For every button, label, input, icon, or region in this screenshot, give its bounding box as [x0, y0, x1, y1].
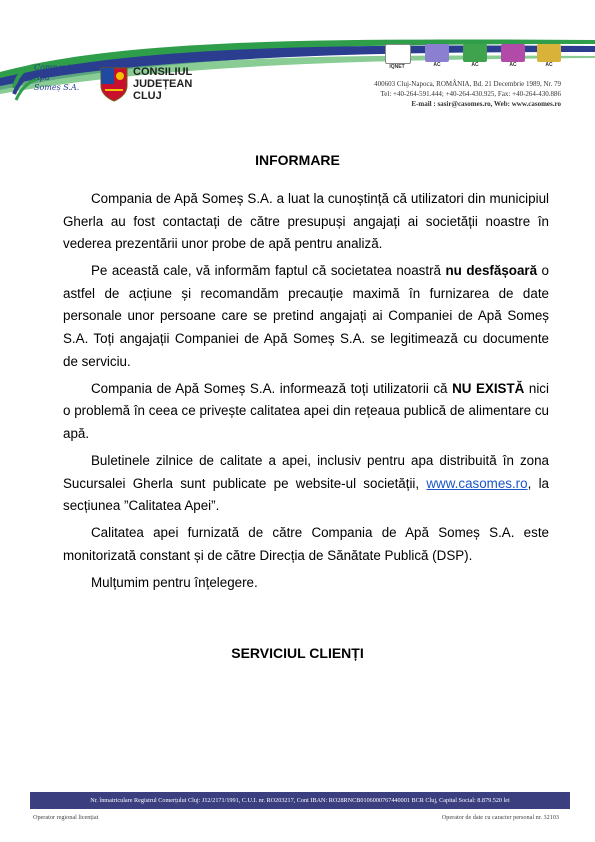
document-body [63, 188, 549, 599]
ac-badge-icon [463, 44, 487, 62]
paragraph-text: Calitatea apei furnizată de către Compania de Apă Someș S.A. este monitorizată constant și de către Direcția de Sănătate Publică (DSP). [63, 525, 549, 563]
emphasis-text: nu desfășoară [445, 263, 538, 279]
paragraph [63, 450, 549, 518]
certification-label: AC [545, 62, 553, 68]
signature: SERVICIUL CLIENȚI [231, 645, 364, 661]
document-title: INFORMARE [255, 152, 340, 168]
council-name-line: JUDEȚEAN [133, 78, 193, 90]
letterhead [0, 0, 595, 122]
certification-badge [501, 44, 525, 70]
website-link[interactable]: www.casomes.ro [426, 475, 528, 491]
coat-of-arms-icon [99, 66, 129, 102]
paragraph-text: Buletinele zilnice de calitate a apei, inclusiv pentru apa distribuită în zona Sucursalei Gherla sunt publicate pe website-ul societății, [63, 453, 549, 491]
paragraph-text: Mulțumim pentru înțelegere. [91, 575, 258, 590]
footer-registration-bar: Nr. înmatriculare Registrul Comerțului Cluj: J12/2171/1991, C.U.I. nr. RO203217, Cont IBAN: RO28RNCB0106000767440001 BCR Cluj, Capital Social: 8.879.520 lei [30, 792, 570, 809]
footer-right-note: Operator de date cu caracter personal nr. 32103 [441, 814, 559, 821]
paragraph-text: Compania de Apă Someș S.A. a luat la cunoștință că utilizatori din municipiul Gherla au fost contactați de către presupuși angajați ai societății noastre în vederea prezentării unor probe de apă pentru analiză. [63, 191, 549, 252]
ac-badge-icon [537, 44, 561, 62]
certification-label: AC [471, 62, 479, 68]
company-logo-line: Compania de Apă [34, 63, 88, 82]
paragraph-text: nici o problemă în ceea ce privește calitatea apei din rețeaua publică de alimentare cu apă. [63, 380, 549, 441]
paragraph [63, 188, 549, 256]
certification-label: IQNET [389, 64, 405, 70]
certification-badges [385, 44, 565, 74]
council-name-line: CLUJ [133, 90, 162, 102]
certification-badge [537, 44, 561, 70]
paragraph [63, 522, 549, 567]
emphasis-text: NU EXISTĂ [452, 380, 525, 396]
council-name-line: CONSILIUL [133, 66, 193, 78]
certification-badge [425, 44, 449, 70]
company-logo-text [34, 63, 100, 93]
certification-badge [463, 44, 487, 70]
footer-left-note: Operator regional licențiat [33, 814, 99, 821]
county-council-logo [99, 66, 219, 108]
certification-badge [385, 44, 409, 70]
certification-label: AC [509, 62, 517, 68]
contact-phone: Tel: +40-264-591.444; +40-264-430.925, Fax: +40-264-430.886 [380, 90, 561, 98]
certification-label: AC [433, 62, 441, 68]
contact-email: E-mail : sasir@casomes.ro, Web: www.casomes.ro [411, 100, 561, 108]
paragraph [63, 378, 549, 446]
paragraph-text: , la secțiunea ”Calitatea Apei”. [63, 475, 549, 514]
paragraph-text: Pe această cale, vă informăm faptul că societatea noastră [91, 263, 446, 279]
iqnet-badge-icon [385, 44, 411, 64]
paragraph-text: Compania de Apă Someș S.A. informează toți utilizatorii că [91, 380, 453, 396]
paragraph-text: o astfel de acțiune și recomandăm precauție maximă în furnizarea de date personale unor persoane care se pretind angajați ai Companiei de Apă Someș S.A. Toți angajații Companiei de Apă Someș S.A. se legitimează cu documente de serviciu. [63, 263, 549, 369]
paragraph [63, 572, 549, 595]
ac-badge-icon [425, 44, 449, 62]
council-name [133, 66, 192, 102]
company-logo-line: Someș S.A. [34, 83, 80, 92]
contact-address: 400603 Cluj-Napoca, ROMÂNIA, Bd. 21 Decembrie 1989, Nr. 79 [374, 80, 561, 88]
paragraph [63, 260, 549, 373]
ac-badge-icon [501, 44, 525, 62]
